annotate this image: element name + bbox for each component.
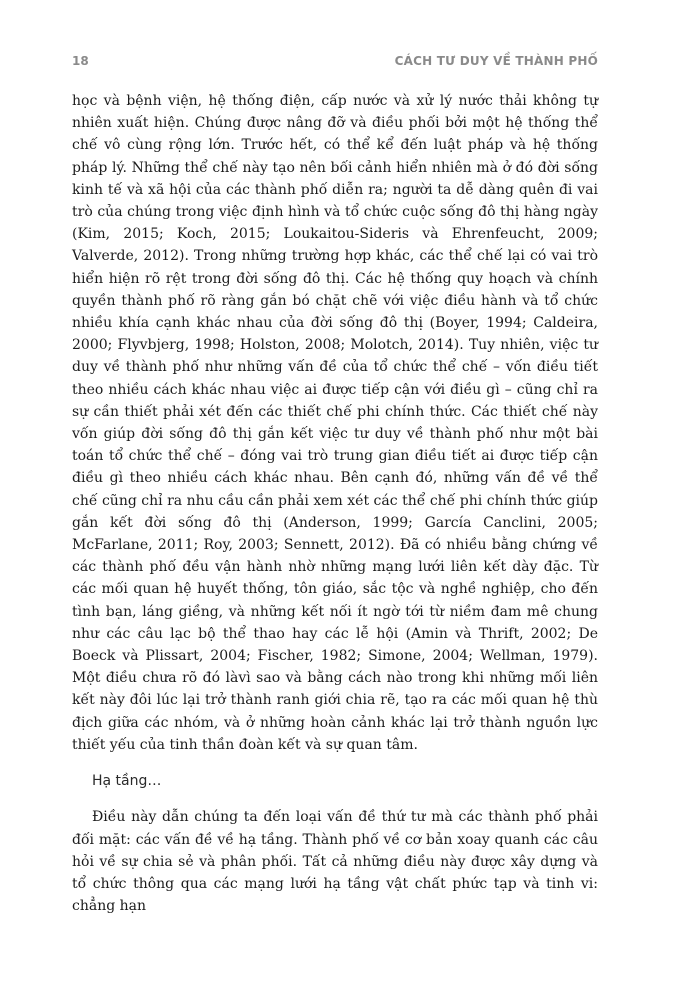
paragraph: Điều này dẫn chúng ta đến loại vấn đề thứ tư mà các thành phố phải đối mặt: các vấn đề về hạ tầng. Thành phố về cơ bản xoay quanh các câu hỏi về sự chia sẻ và phân phối. Tất cả những điều này được xây dựng và tổ chức thông qua các mạng lưới hạ tầng vật chất phức tạp và tinh vi: chẳng hạn bbox=[72, 809, 598, 915]
section-heading: Hạ tầng… bbox=[92, 773, 162, 790]
running-title: CÁCH TƯ DUY VỀ THÀNH PHỐ bbox=[394, 54, 598, 68]
page-header bbox=[72, 54, 598, 74]
page-number: 18 bbox=[72, 54, 89, 68]
paragraph: học và bệnh viện, hệ thống điện, cấp nước và xử lý nước thải không tự nhiên xuất hiện. Chúng được nâng đỡ và điều phối bởi một hệ thống thể chế vô cùng rộng lớn. Trước hết, có thể kể đến luật pháp và hệ thống pháp lý. Những thể chế này tạo nên bối cảnh hiển nhiên mà ở đó đời sống kinh tế và xã hội của các thành phố diễn ra; người ta dễ dàng quên đi vai trò của chúng trong việc định hình và tổ chức cuộc sống đô thị hàng ngày (Kim, 2015; Koch, 2015; Loukaitou-Sideris và Ehrenfeucht, 2009; Valverde, 2012). Trong những trường hợp khác, các thể chế lại có vai trò hiển hiện rõ rệt trong đời sống đô thị. Các hệ thống quy hoạch và chính quyền thành phố rõ ràng gắn bó chặt chẽ với việc điều hành và tổ chức nhiều khía cạnh khác nhau của đời sống đô thị (Boyer, 1994; Caldeira, 2000; Flyvbjerg, 1998; Holston, 2008; Molotch, 2014). Tuy nhiên, việc tư duy về thành phố như những vấn đề của tổ chức thể chế – vốn điều tiết theo nhiều cách khác nhau việc ai được tiếp cận với điều gì – cũng chỉ ra sự cần thiết phải xét đến các thiết chế phi chính thức. Các thiết chế này vốn giúp đời sống đô thị gắn kết việc tư duy về thành phố như một bài toán tổ chức thể chế – đóng vai trò trung gian điều tiết ai được tiếp cận điều gì theo nhiều cách khác nhau. Bên cạnh đó, những vấn đề về thể chế cũng chỉ ra nhu cầu cần phải xem xét các thể chế phi chính thức giúp gắn kết đời sống đô thị (Anderson, 1999; García Canclini, 2005; McFarlane, 2011; Roy, 2003; Sennett, 2012). Đã có nhiều bằng chứng về các thành phố đều vận hành nhờ những mạng lưới liên kết dày đặc. Từ các mối quan hệ huyết thống, tôn giáo, sắc tộc và nghề nghiệp, cho đến tình bạn, láng giềng, và những kết nối ít ngờ tới từ niềm đam mê chung như các câu lạc bộ thể thao hay các lễ hội (Amin và Thrift, 2002; De Boeck và Plissart, 2004; Fischer, 1982; Simone, 2004; Wellman, 1979). Một điều chưa rõ đó làvì sao và bằng cách nào trong khi những mối liên kết này đôi lúc lại trở thành ranh giới chia rẽ, tạo ra các mối quan hệ thù địch giữa các nhóm, và ở những hoàn cảnh khác lại trở thành nguồn lực thiết yếu của tinh thần đoàn kết và sự quan tâm. bbox=[72, 93, 598, 753]
body-text bbox=[72, 90, 598, 917]
